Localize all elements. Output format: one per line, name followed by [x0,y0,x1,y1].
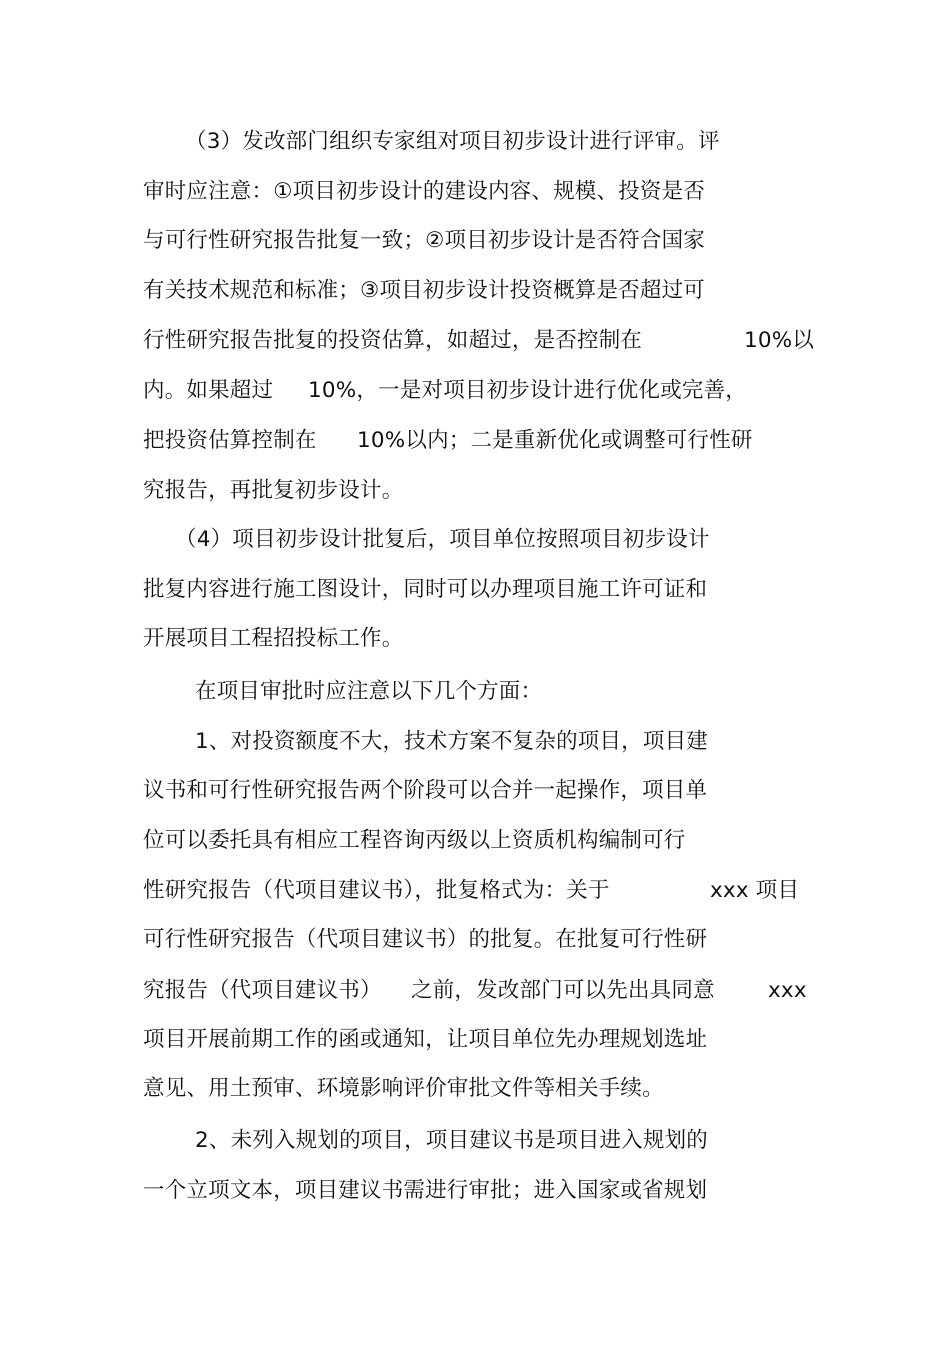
text-segment: 10%以 [744,328,815,353]
text-segment: （4）项目初步设计批复后，项目单位按照项目初步设计 [175,527,710,552]
text-line [0,425,950,457]
text-line [0,375,950,407]
text-line [0,524,950,556]
text-segment: 究报告（代项目建议书） [143,978,382,1003]
text-line [0,574,950,606]
text-line [0,825,950,857]
text-line [0,1125,950,1157]
text-line [0,325,950,357]
text-line [0,726,950,758]
text-segment: xxx 项目 [710,878,800,903]
text-line [0,1073,950,1105]
text-segment: 内。如果超过 [143,378,274,403]
text-segment: 议书和可行性研究报告两个阶段可以合并一起操作，项目单 [143,778,708,803]
text-segment: 10%，一是对项目初步设计进行优化或完善， [308,378,747,403]
text-segment: 10%以内；二是重新优化或调整可行性研 [357,428,753,453]
text-line [0,775,950,807]
text-line [0,924,950,956]
text-line [0,1175,950,1207]
text-line [0,676,950,708]
text-segment: 意见、用土预审、环境影响评价审批文件等相关手续。 [143,1076,664,1101]
text-segment: 之前，发改部门可以先出具同意 [411,978,715,1003]
text-segment: 一个立项文本，项目建议书需进行审批；进入国家或省规划 [143,1178,708,1203]
text-segment: 2、未列入规划的项目，项目建议书是项目进入规划的 [195,1128,708,1153]
text-line [0,126,950,158]
text-line [0,475,950,507]
text-segment: xxx [768,978,807,1003]
text-segment: 审时应注意：①项目初步设计的建设内容、规模、投资是否 [143,179,705,204]
text-segment: （3）发改部门组织专家组对项目初步设计进行评审。评 [185,129,720,154]
text-segment: 位可以委托具有相应工程咨询丙级以上资质机构编制可行 [143,828,686,853]
text-segment: 行性研究报告批复的投资估算，如超过，是否控制在 [143,328,643,353]
text-line [0,275,950,307]
text-segment: 把投资估算控制在 [143,428,317,453]
text-segment: 项目开展前期工作的函或通知，让项目单位先办理规划选址 [143,1027,708,1052]
text-segment: 与可行性研究报告批复一致；②项目初步设计是否符合国家 [143,228,705,253]
text-segment: 性研究报告（代项目建议书），批复格式为：关于 [143,878,610,903]
text-segment: 究报告，再批复初步设计。 [143,478,404,503]
text-segment: 1、对投资额度不大，技术方案不复杂的项目，项目建 [195,729,708,754]
text-segment: 批复内容进行施工图设计，同时可以办理项目施工许可证和 [143,577,708,602]
text-line [0,176,950,208]
text-segment: 可行性研究报告（代项目建议书）的批复。在批复可行性研 [143,927,708,952]
text-line [0,623,950,655]
text-line [0,225,950,257]
text-line [0,1024,950,1056]
text-segment: 在项目审批时应注意以下几个方面： [195,679,543,704]
text-line [0,975,950,1007]
text-line [0,875,950,907]
text-segment: 有关技术规范和标准；③项目初步设计投资概算是否超过可 [143,278,705,303]
text-segment: 开展项目工程招投标工作。 [143,626,404,651]
